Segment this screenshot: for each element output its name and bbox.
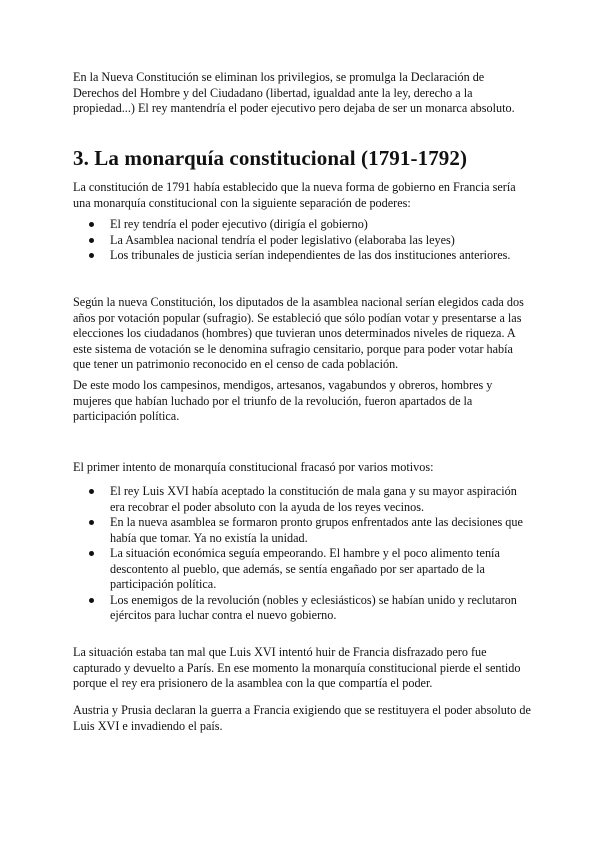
list-item: La situación económica seguía empeorando. El hambre y el poco alimento tenía descontento al pueblo, que además, se sentía engañado por ser apartado de la participación política. [73,546,533,593]
constitution-paragraph: La constitución de 1791 había establecido que la nueva forma de gobierno en Francia sería una monarquía constitucional con la siguiente separación de poderes: [73,180,516,210]
list-item: La Asamblea nacional tendría el poder legislativo (elaboraba las leyes) [73,233,533,249]
list-item: El rey Luis XVI había aceptado la constitución de mala gana y su mayor aspiración era recobrar el poder absoluto con la ayuda de los reyes vecinos. [73,484,533,515]
powers-list [73,217,533,264]
flight-paragraph: La situación estaba tan mal que Luis XVI intentó huir de Francia disfrazado pero fue capturado y devuelto a París. En ese momento la monarquía constitucional pierde el sentido porque el rey era prisionero de la asamblea con la que compartía el poder. [73,645,521,690]
list-item: En la nueva asamblea se formaron pronto grupos enfrentados ante las decisiones que había que tomar. Ya no existía la unidad. [73,515,533,546]
list-item: El rey tendría el poder ejecutivo (dirigía el gobierno) [73,217,533,233]
bullet-icon [89,598,94,603]
bullet-icon [89,551,94,556]
bullet-icon [89,253,94,258]
intro-paragraph: En la Nueva Constitución se eliminan los privilegios, se promulga la Declaración de Derechos del Hombre y del Ciudadano (libertad, igualdad ante la ley, derecho a la propiedad...) El rey mantendría el poder ejecutivo pero dejaba de ser un monarca absoluto. [73,70,515,115]
reasons-list [73,484,533,624]
bullet-icon [89,238,94,243]
suffrage-paragraph: Según la nueva Constitución, los diputados de la asamblea nacional serían elegidos cada dos años por votación popular (sufragio). Se estableció que sólo podían votar y presentarse a las elecciones los ciudadanos (hombres) que tuvieran unos determinados niveles de riqueza. A este sistema de votación se le denomina sufragio censitario, porque para poder votar había que tener un patrimonio reconocido en el censo de cada población. [73,295,524,371]
bullet-icon [89,520,94,525]
section-heading: 3. La monarquía constitucional (1791-1792) [73,146,468,170]
failure-intro-paragraph: El primer intento de monarquía constitucional fracasó por varios motivos: [73,460,434,474]
war-paragraph: Austria y Prusia declaran la guerra a Francia exigiendo que se restituyera el poder absoluto de Luis XVI e invadiendo el país. [73,703,531,733]
list-item: Los tribunales de justicia serían independientes de las dos instituciones anteriores. [73,248,533,264]
excluded-paragraph: De este modo los campesinos, mendigos, artesanos, vagabundos y obreros, hombres y mujeres que habían luchado por el triunfo de la revolución, fueron apartados de la participación política. [73,378,493,423]
bullet-icon [89,489,94,494]
bullet-icon [89,222,94,227]
list-item: Los enemigos de la revolución (nobles y eclesiásticos) se habían unido y reclutaron ejércitos para luchar contra el nuevo gobierno. [73,593,533,624]
